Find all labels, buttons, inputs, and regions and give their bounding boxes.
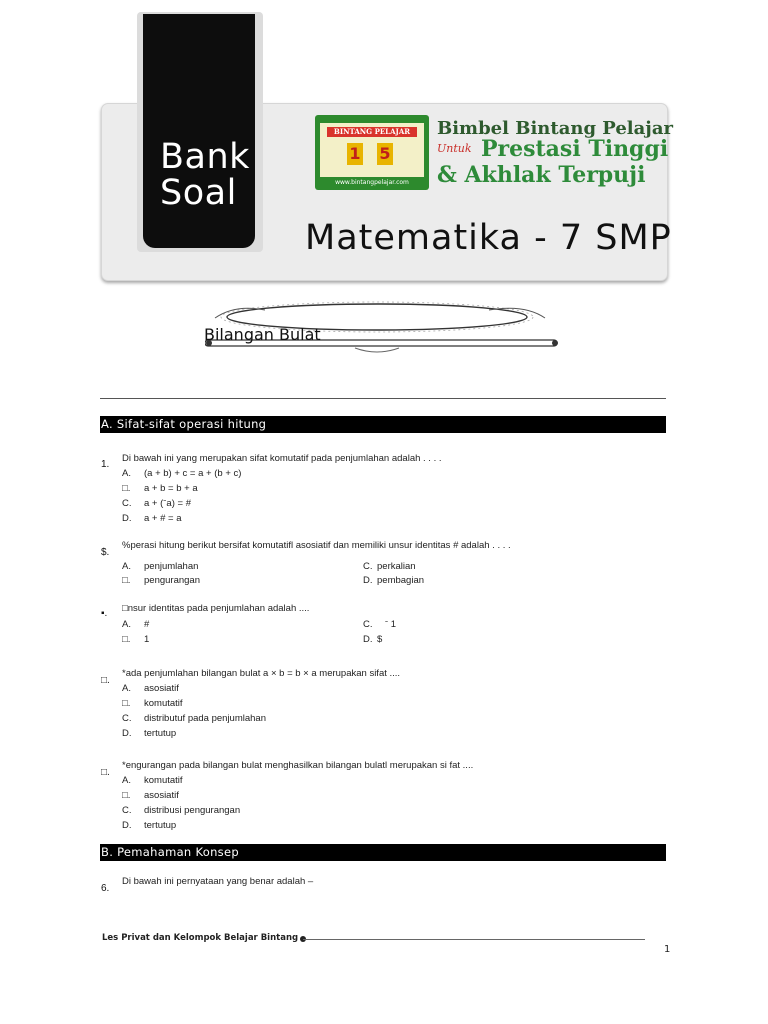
question-2-text: %perasi hitung berikut bersifat komutatifl asosiatif dan memiliki unsur identitas # adalah . . . . xyxy=(122,540,511,551)
question-3-option-c[interactable] xyxy=(363,619,396,630)
option-text: 1 xyxy=(144,634,150,645)
soal-line: Soal xyxy=(160,173,237,213)
section-b-header: B. Pemahaman Konsep xyxy=(100,844,666,861)
question-6-number: 6. xyxy=(101,883,110,894)
option-label: D. xyxy=(363,575,373,586)
option-label: □. xyxy=(122,483,131,494)
question-4-text: *ada penjumlahan bilangan bulat a × b = b × a merupakan sifat .... xyxy=(122,668,401,679)
question-5-text: *engurangan pada bilangan bulat menghasilkan bilangan bulatl merupakan si fat .... xyxy=(122,760,474,771)
question-3-text: □nsur identitas pada penjumlahan adalah .... xyxy=(122,603,310,614)
option-label: A. xyxy=(122,468,131,479)
option-label: □. xyxy=(122,575,131,586)
subject-title: Matematika - 7 SMP xyxy=(305,218,672,258)
question-1-option-b[interactable] xyxy=(122,483,198,494)
option-text: asosiatif xyxy=(144,790,179,801)
option-text: komutatif xyxy=(144,775,183,786)
question-4-option-d[interactable] xyxy=(122,728,176,739)
question-5-option-c[interactable] xyxy=(122,805,240,816)
option-label: □. xyxy=(122,790,131,801)
question-1-option-a[interactable] xyxy=(122,468,241,479)
option-text: # xyxy=(144,619,150,630)
question-4-number: □. xyxy=(101,675,110,686)
option-label: D. xyxy=(363,634,373,645)
option-label: A. xyxy=(122,561,131,572)
question-4-option-b[interactable] xyxy=(122,698,183,709)
option-text: a + # = a xyxy=(144,513,182,524)
option-label: C. xyxy=(122,713,132,724)
question-5-number: □. xyxy=(101,767,110,778)
option-text: asosiatif xyxy=(144,683,179,694)
question-3-option-b[interactable] xyxy=(122,634,149,645)
footer-text: Les Privat dan Kelompok Belajar Bintang xyxy=(102,933,299,943)
question-1-option-d[interactable] xyxy=(122,513,182,524)
logo-ribbon: BINTANG PELAJAR xyxy=(327,127,417,137)
option-text: komutatif xyxy=(144,698,183,709)
option-label: C. xyxy=(122,805,132,816)
option-text: pengurangan xyxy=(144,575,200,586)
question-4-option-a[interactable] xyxy=(122,683,179,694)
logo-number-five: 5 xyxy=(377,143,393,165)
question-3-option-a[interactable] xyxy=(122,619,149,630)
option-text: perkalian xyxy=(377,561,416,572)
question-1-text: Di bawah ini yang merupakan sifat komutatif pada penjumlahan adalah . . . . xyxy=(122,453,442,464)
option-label: C. xyxy=(363,561,373,572)
topic-title: Bilangan Bulat xyxy=(204,325,321,344)
bank-line: Bank xyxy=(160,137,250,177)
option-label: D. xyxy=(122,820,132,831)
question-3-number: ▪. xyxy=(101,608,108,619)
option-label: A. xyxy=(122,683,131,694)
question-2-option-c[interactable] xyxy=(363,561,416,572)
question-5-option-a[interactable] xyxy=(122,775,183,786)
option-text: a + b = b + a xyxy=(144,483,198,494)
option-text: distributuf pada penjumlahan xyxy=(144,713,267,724)
question-6-text: Di bawah ini pernyataan yang benar adalah – xyxy=(122,876,314,887)
bintang-pelajar-logo xyxy=(315,115,429,190)
option-text: $ xyxy=(377,634,383,645)
logo-number-one: 1 xyxy=(347,143,363,165)
question-5-option-d[interactable] xyxy=(122,820,176,831)
logo-website: www.bintangpelajar.com xyxy=(335,179,409,186)
option-label: A. xyxy=(122,775,131,786)
option-label: C. xyxy=(122,498,132,509)
option-label: □. xyxy=(122,634,131,645)
untuk-label: Untuk xyxy=(437,142,472,155)
slogan-line-1: Prestasi Tinggi xyxy=(481,136,669,162)
footer-rule xyxy=(303,939,645,940)
option-label: D. xyxy=(122,728,132,739)
option-text: tertutup xyxy=(144,728,177,739)
section-a-header: A. Sifat-sifat operasi hitung xyxy=(100,416,666,433)
question-2-number: $. xyxy=(101,547,110,558)
option-label: A. xyxy=(122,619,131,630)
question-1-number: 1. xyxy=(101,459,110,470)
option-text: a + (ˉa) = # xyxy=(144,498,191,509)
option-text: distribusi pengurangan xyxy=(144,805,241,816)
option-label: □. xyxy=(122,698,131,709)
question-3-option-d[interactable] xyxy=(363,634,382,645)
question-1-option-c[interactable] xyxy=(122,498,191,509)
option-text: (a + b) + c = a + (b + c) xyxy=(144,468,242,479)
option-label: C. xyxy=(363,619,373,630)
page-number: 1 xyxy=(664,944,671,955)
option-label: D. xyxy=(122,513,132,524)
slogan-line-2: & Akhlak Terpuji xyxy=(437,162,646,188)
divider xyxy=(100,398,666,399)
option-text: penjumlahan xyxy=(144,561,199,572)
bank-soal-label xyxy=(160,139,250,211)
question-2-option-b[interactable] xyxy=(122,575,200,586)
bimbel-name: Bimbel Bintang Pelajar xyxy=(437,118,673,139)
option-text: tertutup xyxy=(144,820,177,831)
question-5-option-b[interactable] xyxy=(122,790,179,801)
option-text: pembagian xyxy=(377,575,425,586)
question-2-option-a[interactable] xyxy=(122,561,198,572)
option-text: ˉ 1 xyxy=(385,619,397,630)
question-2-option-d[interactable] xyxy=(363,575,424,586)
question-4-option-c[interactable] xyxy=(122,713,266,724)
